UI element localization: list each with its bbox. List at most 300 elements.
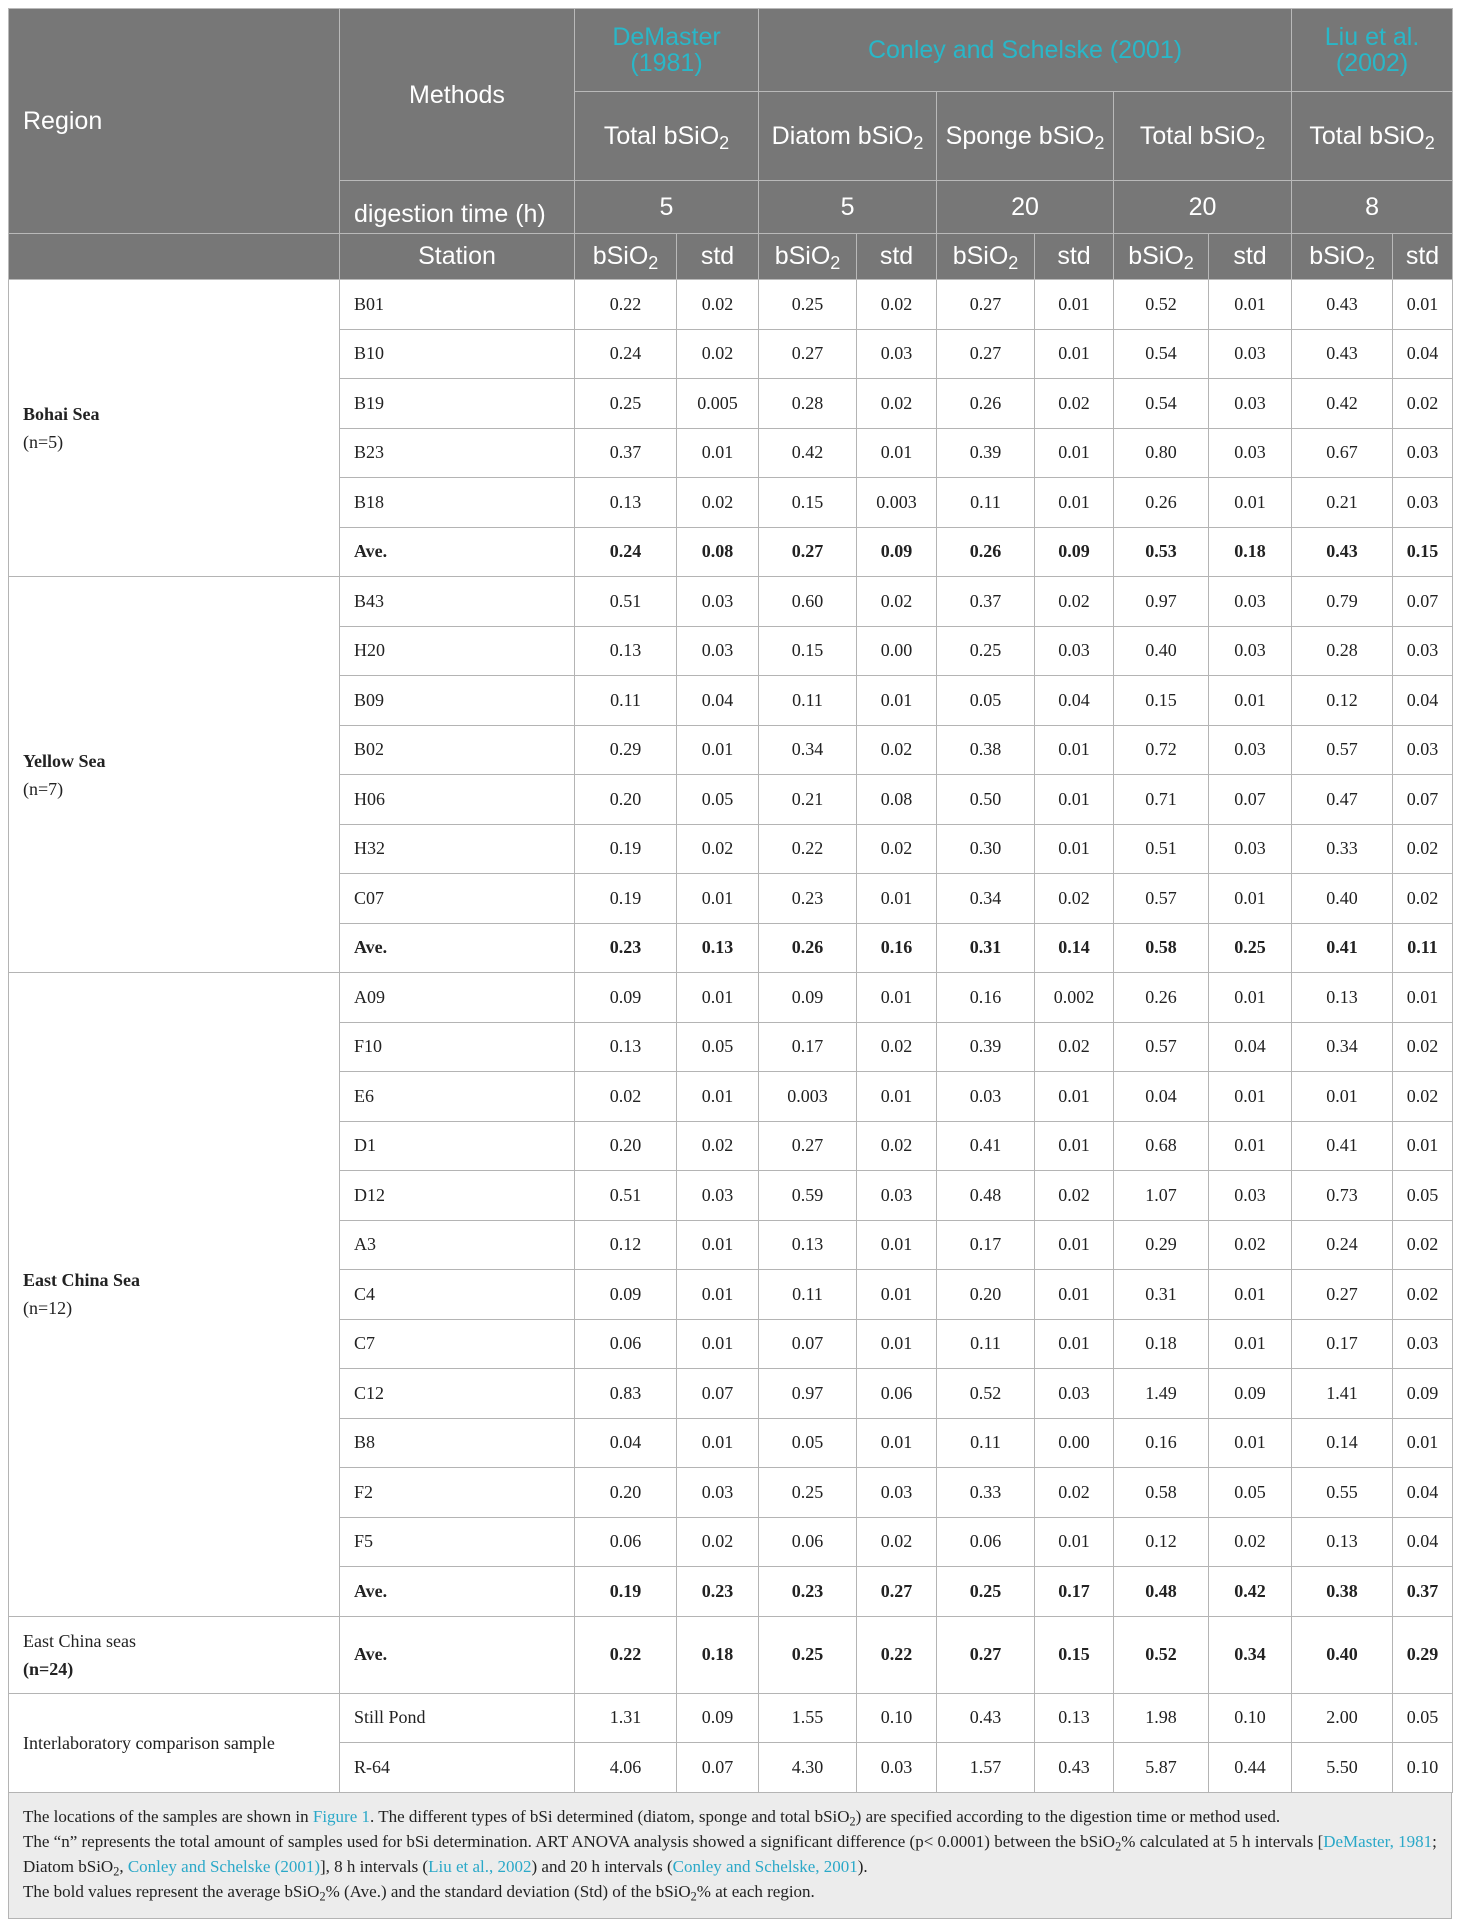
bsio2-value-cell: 0.07: [759, 1319, 857, 1369]
bsio2-value-cell: 0.003: [759, 1072, 857, 1122]
bsio2-value-cell: 0.22: [575, 1616, 677, 1693]
std-value-cell: 0.03: [857, 329, 937, 379]
bsio2-value-cell: 0.54: [1114, 329, 1209, 379]
bsio2-value-cell: 0.40: [1114, 626, 1209, 676]
std-value-cell: 0.05: [1393, 1171, 1453, 1221]
std-value-cell: 0.18: [1209, 527, 1292, 577]
bsio2-column-header: bSiO$_2$: [759, 234, 857, 280]
citation-link[interactable]: Liu et al., 2002: [428, 1856, 532, 1876]
station-cell: F10: [340, 1022, 575, 1072]
std-value-cell: 0.01: [677, 428, 759, 478]
table-row: [9, 973, 1453, 1023]
citation-link[interactable]: Conley and Schelske, 2001: [672, 1856, 858, 1876]
bsio2-value-cell: 0.55: [1292, 1468, 1393, 1518]
station-cell: Ave.: [340, 1616, 575, 1693]
bsio2-value-cell: 0.50: [937, 775, 1035, 825]
std-value-cell: 0.18: [677, 1616, 759, 1693]
std-value-cell: 0.01: [857, 874, 937, 924]
bsio2-value-cell: 0.19: [575, 824, 677, 874]
bsio2-value-cell: 0.52: [1114, 1616, 1209, 1693]
bsio2-value-cell: 0.29: [575, 725, 677, 775]
std-value-cell: 0.01: [1035, 1319, 1114, 1369]
std-value-cell: 0.02: [857, 1121, 937, 1171]
fraction-header: Total bSiO$_2$: [1292, 92, 1453, 181]
bsio2-value-cell: 0.12: [1292, 676, 1393, 726]
std-value-cell: 0.05: [1393, 1693, 1453, 1743]
bsio2-value-cell: 0.02: [575, 1072, 677, 1122]
bsio2-value-cell: 0.01: [1292, 1072, 1393, 1122]
station-header: Station: [340, 234, 575, 280]
bsio2-value-cell: 0.24: [1292, 1220, 1393, 1270]
std-value-cell: 0.01: [1393, 973, 1453, 1023]
bsio2-value-cell: 0.25: [759, 280, 857, 330]
std-value-cell: 0.04: [1035, 676, 1114, 726]
station-cell: B23: [340, 428, 575, 478]
bsio2-value-cell: 0.05: [937, 676, 1035, 726]
std-value-cell: 0.01: [677, 1319, 759, 1369]
station-cell: Ave.: [340, 1567, 575, 1617]
table-row: [9, 280, 1453, 330]
bsio2-value-cell: 0.37: [575, 428, 677, 478]
bsio2-value-cell: 0.23: [575, 923, 677, 973]
citation-link[interactable]: Conley and Schelske (2001): [127, 1856, 320, 1876]
reference-liu[interactable]: Liu et al. (2002): [1292, 9, 1453, 92]
bsio2-value-cell: 0.42: [1292, 379, 1393, 429]
std-value-cell: 0.27: [857, 1567, 937, 1617]
std-value-cell: 0.06: [857, 1369, 937, 1419]
std-value-cell: 0.09: [677, 1693, 759, 1743]
bsio2-value-cell: 0.26: [937, 527, 1035, 577]
std-value-cell: 0.08: [677, 527, 759, 577]
std-value-cell: 0.10: [857, 1693, 937, 1743]
std-value-cell: 0.01: [857, 1072, 937, 1122]
std-value-cell: 0.01: [677, 1220, 759, 1270]
bsio2-value-cell: 0.17: [1292, 1319, 1393, 1369]
bsio2-value-cell: 0.26: [1114, 973, 1209, 1023]
std-value-cell: 0.01: [1035, 478, 1114, 528]
bsio2-value-cell: 0.11: [759, 1270, 857, 1320]
std-value-cell: 0.01: [677, 1270, 759, 1320]
bsio2-value-cell: 0.41: [937, 1121, 1035, 1171]
region-header-blank: [9, 234, 340, 280]
std-value-cell: 0.03: [1209, 824, 1292, 874]
std-value-cell: 0.01: [1035, 1270, 1114, 1320]
bsio2-value-cell: 0.34: [937, 874, 1035, 924]
bsio2-value-cell: 0.11: [759, 676, 857, 726]
station-cell: B8: [340, 1418, 575, 1468]
std-value-cell: 0.16: [857, 923, 937, 973]
bsio2-column-header: bSiO$_2$: [575, 234, 677, 280]
std-value-cell: 0.44: [1209, 1743, 1292, 1793]
std-value-cell: 0.04: [1393, 676, 1453, 726]
std-value-cell: 0.01: [1035, 329, 1114, 379]
std-value-cell: 0.01: [857, 1270, 937, 1320]
std-value-cell: 0.02: [857, 379, 937, 429]
std-value-cell: 0.02: [857, 725, 937, 775]
bsio2-value-cell: 0.25: [759, 1468, 857, 1518]
fraction-header: Total bSiO$_2$: [575, 92, 759, 181]
bsio2-value-cell: 0.11: [937, 478, 1035, 528]
std-value-cell: 0.01: [1209, 676, 1292, 726]
bsio2-value-cell: 1.31: [575, 1693, 677, 1743]
bsio2-value-cell: 0.15: [1114, 676, 1209, 726]
digestion-time-value: 5: [759, 181, 937, 234]
bsio2-column-header: bSiO$_2$: [1292, 234, 1393, 280]
std-value-cell: 0.22: [857, 1616, 937, 1693]
station-cell: C12: [340, 1369, 575, 1419]
bsio2-value-cell: 0.06: [575, 1517, 677, 1567]
std-value-cell: 0.03: [1393, 428, 1453, 478]
bsio2-value-cell: 0.68: [1114, 1121, 1209, 1171]
bsio2-value-cell: 0.31: [1114, 1270, 1209, 1320]
bsio2-value-cell: 0.13: [759, 1220, 857, 1270]
bsio2-value-cell: 0.24: [575, 527, 677, 577]
bsio2-value-cell: 0.11: [575, 676, 677, 726]
bsio2-value-cell: 0.51: [575, 577, 677, 627]
std-value-cell: 0.00: [1035, 1418, 1114, 1468]
station-cell: D12: [340, 1171, 575, 1221]
bsio2-value-cell: 0.51: [575, 1171, 677, 1221]
std-value-cell: 0.03: [857, 1171, 937, 1221]
bsio2-value-cell: 0.04: [1114, 1072, 1209, 1122]
bsio2-value-cell: 0.26: [937, 379, 1035, 429]
std-value-cell: 0.003: [857, 478, 937, 528]
std-column-header: std: [1035, 234, 1114, 280]
station-cell: A3: [340, 1220, 575, 1270]
station-cell: R-64: [340, 1743, 575, 1793]
table-container: [8, 8, 1452, 1919]
station-cell: F5: [340, 1517, 575, 1567]
bsio2-value-cell: 0.03: [937, 1072, 1035, 1122]
bsio2-value-cell: 0.26: [759, 923, 857, 973]
std-value-cell: 0.10: [1393, 1743, 1453, 1793]
bsio2-value-cell: 0.09: [575, 1270, 677, 1320]
bsio2-value-cell: 0.33: [937, 1468, 1035, 1518]
std-value-cell: 0.14: [1035, 923, 1114, 973]
bsio2-column-header: bSiO$_2$: [1114, 234, 1209, 280]
bsio2-value-cell: 0.80: [1114, 428, 1209, 478]
std-value-cell: 0.02: [677, 824, 759, 874]
std-value-cell: 0.02: [677, 280, 759, 330]
bsio2-value-cell: 0.67: [1292, 428, 1393, 478]
reference-demaster[interactable]: DeMaster (1981): [575, 9, 759, 92]
bsio2-value-cell: 0.47: [1292, 775, 1393, 825]
fraction-header: Sponge bSiO$_2$: [937, 92, 1114, 181]
bsio2-value-cell: 0.97: [1114, 577, 1209, 627]
bsio2-value-cell: 0.15: [759, 626, 857, 676]
bsio2-value-cell: 0.20: [937, 1270, 1035, 1320]
bsio2-value-cell: 0.37: [937, 577, 1035, 627]
std-value-cell: 0.04: [1209, 1022, 1292, 1072]
bsio2-value-cell: 5.87: [1114, 1743, 1209, 1793]
bsio2-value-cell: 0.22: [759, 824, 857, 874]
bsio2-value-cell: 0.13: [575, 478, 677, 528]
std-value-cell: 0.03: [1209, 329, 1292, 379]
bsio2-value-cell: 0.24: [575, 329, 677, 379]
bsio2-value-cell: 1.49: [1114, 1369, 1209, 1419]
bsio2-value-cell: 0.48: [937, 1171, 1035, 1221]
station-cell: Ave.: [340, 923, 575, 973]
std-value-cell: 0.23: [677, 1567, 759, 1617]
bsio2-value-cell: 0.71: [1114, 775, 1209, 825]
station-cell: Still Pond: [340, 1693, 575, 1743]
std-value-cell: 0.07: [1209, 775, 1292, 825]
std-value-cell: 0.02: [857, 824, 937, 874]
station-cell: H32: [340, 824, 575, 874]
bsio2-value-cell: 0.25: [937, 626, 1035, 676]
std-value-cell: 0.02: [1209, 1220, 1292, 1270]
std-value-cell: 0.02: [1393, 1220, 1453, 1270]
std-value-cell: 0.03: [857, 1468, 937, 1518]
bsio2-value-cell: 0.57: [1114, 1022, 1209, 1072]
std-value-cell: 0.02: [1035, 1171, 1114, 1221]
std-value-cell: 0.005: [677, 379, 759, 429]
bsio2-value-cell: 0.72: [1114, 725, 1209, 775]
std-value-cell: 0.02: [1035, 577, 1114, 627]
station-cell: B43: [340, 577, 575, 627]
std-value-cell: 0.01: [1209, 973, 1292, 1023]
std-value-cell: 0.03: [1393, 1319, 1453, 1369]
std-value-cell: 0.01: [857, 676, 937, 726]
std-value-cell: 0.03: [1209, 379, 1292, 429]
bsio2-value-cell: 0.06: [937, 1517, 1035, 1567]
bsio2-value-cell: 0.21: [759, 775, 857, 825]
region-cell: [9, 973, 340, 1617]
std-value-cell: 0.09: [1393, 1369, 1453, 1419]
std-value-cell: 0.01: [1393, 1121, 1453, 1171]
bsio2-value-cell: 0.57: [1292, 725, 1393, 775]
std-value-cell: 0.01: [677, 874, 759, 924]
bsio2-value-cell: 0.04: [575, 1418, 677, 1468]
std-value-cell: 0.02: [1035, 1468, 1114, 1518]
std-value-cell: 0.02: [857, 280, 937, 330]
bsio2-value-cell: 0.25: [759, 1616, 857, 1693]
bsio2-value-cell: 0.13: [1292, 1517, 1393, 1567]
bsio2-value-cell: 0.97: [759, 1369, 857, 1419]
std-column-header: std: [677, 234, 759, 280]
bsio2-value-cell: 0.28: [759, 379, 857, 429]
bsio2-value-cell: 0.34: [1292, 1022, 1393, 1072]
station-cell: E6: [340, 1072, 575, 1122]
std-value-cell: 0.04: [1393, 329, 1453, 379]
bsio2-value-cell: 0.18: [1114, 1319, 1209, 1369]
std-value-cell: 0.01: [1035, 725, 1114, 775]
std-value-cell: 0.01: [857, 973, 937, 1023]
bsio2-value-cell: 0.43: [937, 1693, 1035, 1743]
bsio2-value-cell: 0.20: [575, 1121, 677, 1171]
std-value-cell: 0.34: [1209, 1616, 1292, 1693]
std-value-cell: 0.03: [1209, 626, 1292, 676]
bsio2-value-cell: 0.23: [759, 874, 857, 924]
bsio2-value-cell: 4.06: [575, 1743, 677, 1793]
std-value-cell: 0.03: [1209, 428, 1292, 478]
fraction-header: Diatom bSiO$_2$: [759, 92, 937, 181]
bsio2-value-cell: 0.41: [1292, 923, 1393, 973]
bsio2-value-cell: 0.26: [1114, 478, 1209, 528]
bsio2-value-cell: 0.60: [759, 577, 857, 627]
std-value-cell: 0.01: [1035, 824, 1114, 874]
station-cell: D1: [340, 1121, 575, 1171]
std-column-header: std: [857, 234, 937, 280]
std-value-cell: 0.01: [1035, 428, 1114, 478]
std-value-cell: 0.03: [1209, 1171, 1292, 1221]
station-cell: C7: [340, 1319, 575, 1369]
std-value-cell: 0.15: [1035, 1616, 1114, 1693]
std-value-cell: 0.17: [1035, 1567, 1114, 1617]
std-value-cell: 0.02: [1393, 874, 1453, 924]
bsio2-value-cell: 1.41: [1292, 1369, 1393, 1419]
bsio2-value-cell: 0.39: [937, 428, 1035, 478]
std-value-cell: 0.03: [677, 626, 759, 676]
std-value-cell: 0.04: [677, 676, 759, 726]
std-value-cell: 0.05: [1209, 1468, 1292, 1518]
bsio2-value-cell: 0.28: [1292, 626, 1393, 676]
std-value-cell: 0.10: [1209, 1693, 1292, 1743]
bsio2-value-cell: 0.25: [937, 1567, 1035, 1617]
std-value-cell: 0.37: [1393, 1567, 1453, 1617]
std-value-cell: 0.02: [1393, 1270, 1453, 1320]
bsio2-value-cell: 0.59: [759, 1171, 857, 1221]
bsio2-value-cell: 0.27: [937, 280, 1035, 330]
bsio2-value-cell: 0.11: [937, 1418, 1035, 1468]
station-cell: H20: [340, 626, 575, 676]
std-value-cell: 0.01: [1209, 1270, 1292, 1320]
std-value-cell: 0.01: [857, 428, 937, 478]
std-value-cell: 0.01: [1035, 280, 1114, 330]
std-value-cell: 0.01: [677, 1418, 759, 1468]
std-column-header: std: [1209, 234, 1292, 280]
bsio2-value-cell: 0.27: [937, 329, 1035, 379]
bsio2-value-cell: 0.39: [937, 1022, 1035, 1072]
bsio2-value-cell: 0.06: [575, 1319, 677, 1369]
region-name: Interlaboratory comparison sample: [23, 1732, 275, 1753]
bsio2-value-cell: 0.43: [1292, 329, 1393, 379]
bsio2-value-cell: 1.55: [759, 1693, 857, 1743]
table-footnote: [8, 1793, 1452, 1919]
bsio2-value-cell: 0.34: [759, 725, 857, 775]
bsio2-value-cell: 0.16: [937, 973, 1035, 1023]
std-value-cell: 0.02: [1393, 824, 1453, 874]
bsio2-value-cell: 0.25: [575, 379, 677, 429]
bsio2-value-cell: 5.50: [1292, 1743, 1393, 1793]
station-cell: B18: [340, 478, 575, 528]
bsio2-value-cell: 1.98: [1114, 1693, 1209, 1743]
bsio2-value-cell: 0.27: [937, 1616, 1035, 1693]
std-value-cell: 0.01: [1035, 775, 1114, 825]
std-value-cell: 0.07: [677, 1369, 759, 1419]
std-value-cell: 0.02: [677, 478, 759, 528]
bsio2-value-cell: 0.27: [1292, 1270, 1393, 1320]
region-count: (n=12): [23, 1298, 73, 1319]
bsio2-value-cell: 2.00: [1292, 1693, 1393, 1743]
bsio2-value-cell: 0.33: [1292, 824, 1393, 874]
bsio2-value-cell: 0.16: [1114, 1418, 1209, 1468]
std-value-cell: 0.08: [857, 775, 937, 825]
std-value-cell: 0.03: [1035, 1369, 1114, 1419]
table-row: [9, 1693, 1453, 1743]
std-value-cell: 0.11: [1393, 923, 1453, 973]
std-value-cell: 0.01: [857, 1418, 937, 1468]
bsio2-table: [8, 8, 1453, 1793]
bsio2-value-cell: 0.30: [937, 824, 1035, 874]
std-value-cell: 0.07: [1393, 775, 1453, 825]
std-value-cell: 0.07: [1393, 577, 1453, 627]
std-value-cell: 0.02: [677, 1517, 759, 1567]
std-value-cell: 0.01: [857, 1319, 937, 1369]
std-value-cell: 0.03: [1035, 626, 1114, 676]
std-value-cell: 0.01: [1209, 478, 1292, 528]
bsio2-value-cell: 0.40: [1292, 1616, 1393, 1693]
reference-conley-schelske[interactable]: Conley and Schelske (2001): [759, 9, 1292, 92]
bsio2-value-cell: 0.54: [1114, 379, 1209, 429]
bsio2-value-cell: 0.42: [759, 428, 857, 478]
std-value-cell: 0.02: [857, 1022, 937, 1072]
bsio2-value-cell: 0.13: [1292, 973, 1393, 1023]
region-name: East China Sea: [23, 1270, 141, 1291]
std-value-cell: 0.07: [677, 1743, 759, 1793]
std-value-cell: 0.03: [677, 1468, 759, 1518]
std-value-cell: 0.09: [1209, 1369, 1292, 1419]
bsio2-value-cell: 0.43: [1292, 280, 1393, 330]
bsio2-value-cell: 0.40: [1292, 874, 1393, 924]
std-value-cell: 0.03: [677, 1171, 759, 1221]
footnote-line: The “n” represents the total amount of samples used for bSi determination. ART ANOVA analysis showed a significant difference (p< 0.0001) between the bSiO$_2$% calculated at 5 h intervals [DeMaster, 1981; Diatom bSiO$_2$, Conley and Schelske (2001)], 8 h intervals (Liu et al., 2002) and 20 h intervals (Conley and Schelske, 2001).: [23, 1831, 1437, 1878]
std-value-cell: 0.01: [1393, 280, 1453, 330]
region-cell: [9, 1616, 340, 1693]
bsio2-value-cell: 0.19: [575, 1567, 677, 1617]
citation-link[interactable]: DeMaster, 1981: [1323, 1831, 1433, 1851]
figure-link[interactable]: Figure 1: [312, 1806, 371, 1826]
std-value-cell: 0.25: [1209, 923, 1292, 973]
table-body: [9, 280, 1453, 1793]
bsio2-value-cell: 0.43: [1292, 527, 1393, 577]
std-value-cell: 0.03: [857, 1743, 937, 1793]
bsio2-value-cell: 0.41: [1292, 1121, 1393, 1171]
region-cell: [9, 577, 340, 973]
bsio2-value-cell: 0.05: [759, 1418, 857, 1468]
bsio2-value-cell: 0.14: [1292, 1418, 1393, 1468]
std-value-cell: 0.02: [857, 577, 937, 627]
std-value-cell: 0.13: [677, 923, 759, 973]
std-value-cell: 0.43: [1035, 1743, 1114, 1793]
std-value-cell: 0.42: [1209, 1567, 1292, 1617]
std-value-cell: 0.01: [1035, 1220, 1114, 1270]
std-value-cell: 0.15: [1393, 527, 1453, 577]
digestion-time-value: 5: [575, 181, 759, 234]
std-value-cell: 0.01: [1209, 1418, 1292, 1468]
bsio2-value-cell: 0.52: [937, 1369, 1035, 1419]
std-value-cell: 0.01: [1209, 874, 1292, 924]
std-value-cell: 0.09: [857, 527, 937, 577]
region-count: (n=5): [23, 432, 64, 452]
station-cell: B09: [340, 676, 575, 726]
bsio2-value-cell: 0.12: [1114, 1517, 1209, 1567]
std-value-cell: 0.01: [677, 1072, 759, 1122]
std-value-cell: 0.05: [677, 1022, 759, 1072]
std-value-cell: 0.02: [1209, 1517, 1292, 1567]
std-value-cell: 0.01: [1209, 1319, 1292, 1369]
std-value-cell: 0.02: [1393, 1072, 1453, 1122]
bsio2-value-cell: 0.29: [1114, 1220, 1209, 1270]
fraction-header: Total bSiO$_2$: [1114, 92, 1292, 181]
region-count: (n=7): [23, 778, 64, 799]
bsio2-value-cell: 0.09: [759, 973, 857, 1023]
bsio2-value-cell: 0.21: [1292, 478, 1393, 528]
std-value-cell: 0.01: [1209, 1121, 1292, 1171]
std-value-cell: 0.03: [1393, 478, 1453, 528]
station-cell: B02: [340, 725, 575, 775]
std-value-cell: 0.01: [677, 973, 759, 1023]
